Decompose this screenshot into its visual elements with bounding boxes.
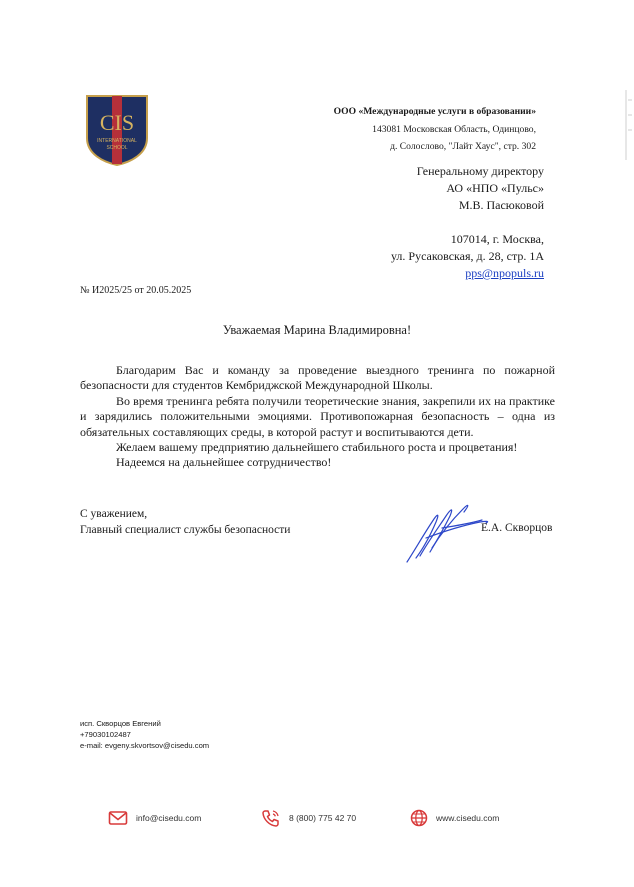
body-paragraph: Желаем вашему предприятию дальнейшего стабильного роста и процветания! <box>116 440 518 455</box>
recipient-name: М.В. Пасюковой <box>458 198 544 212</box>
footer-email[interactable] <box>108 808 201 828</box>
recipient-address-line: 107014, г. Москва, <box>450 232 544 246</box>
executor-phone: +79030102487 <box>80 730 131 739</box>
logo-subtext: SCHOOL <box>106 145 128 151</box>
scan-edge-mark <box>624 90 632 160</box>
mail-icon <box>108 810 128 826</box>
signer-name: Е.А. Скворцов <box>481 522 553 534</box>
document-number: № И2025/25 от 20.05.2025 <box>80 285 192 296</box>
footer-website-text: www.cisedu.com <box>436 813 500 823</box>
recipient-company: АО «НПО «Пульс» <box>446 181 544 195</box>
sender-address-line: 143081 Московская Область, Одинцово, <box>372 123 536 135</box>
executor-email: e-mail: evgeny.skvortsov@cisedu.com <box>80 741 210 750</box>
footer-phone[interactable] <box>261 808 356 828</box>
footer-phone-text: 8 (800) 775 42 70 <box>289 813 357 823</box>
executor-name: исп. Скворцов Евгений <box>80 719 161 728</box>
globe-icon <box>410 809 428 827</box>
executor-contact <box>80 718 209 751</box>
closing-regards: С уважением, <box>80 508 148 520</box>
sender-address-line: д. Солослово, "Лайт Хаус", стр. 302 <box>390 141 536 152</box>
footer-website[interactable] <box>410 808 499 828</box>
sender-block <box>334 103 536 156</box>
body-paragraph: Во время тренинга ребята получили теоретические знания, закрепили их на практике и зарядились положительными эмоциями. Противопожарная безопасность – одна из обязательных составляющих среды, в которой растут и воспитываются дети. <box>80 393 555 439</box>
logo-text: CIS <box>99 110 135 135</box>
school-logo <box>85 94 149 166</box>
recipient-block <box>391 163 544 282</box>
salutation: Уважаемая Марина Владимировна! <box>222 323 412 337</box>
recipient-email-link[interactable]: pps@npopuls.ru <box>465 266 544 280</box>
phone-icon <box>261 808 281 828</box>
signer-position: Главный специалист службы безопасности <box>80 523 291 536</box>
body-paragraph: Надеемся на дальнейшее сотрудничество! <box>116 455 332 470</box>
sender-org: ООО «Международные услуги в образовании» <box>333 106 536 117</box>
letter-body <box>80 363 555 471</box>
body-paragraph: Благодарим Вас и команду за проведение выездного тренинга по пожарной безопасности для студентов Кембриджской Международной Школы. <box>80 363 555 393</box>
logo-subtext: INTERNATIONAL <box>97 138 137 144</box>
recipient-position: Генеральному директору <box>416 164 544 178</box>
recipient-address-line: ул. Русаковская, д. 28, стр. 1А <box>390 249 544 263</box>
footer-email-text: info@cisedu.com <box>136 813 202 823</box>
closing-block <box>80 507 290 538</box>
